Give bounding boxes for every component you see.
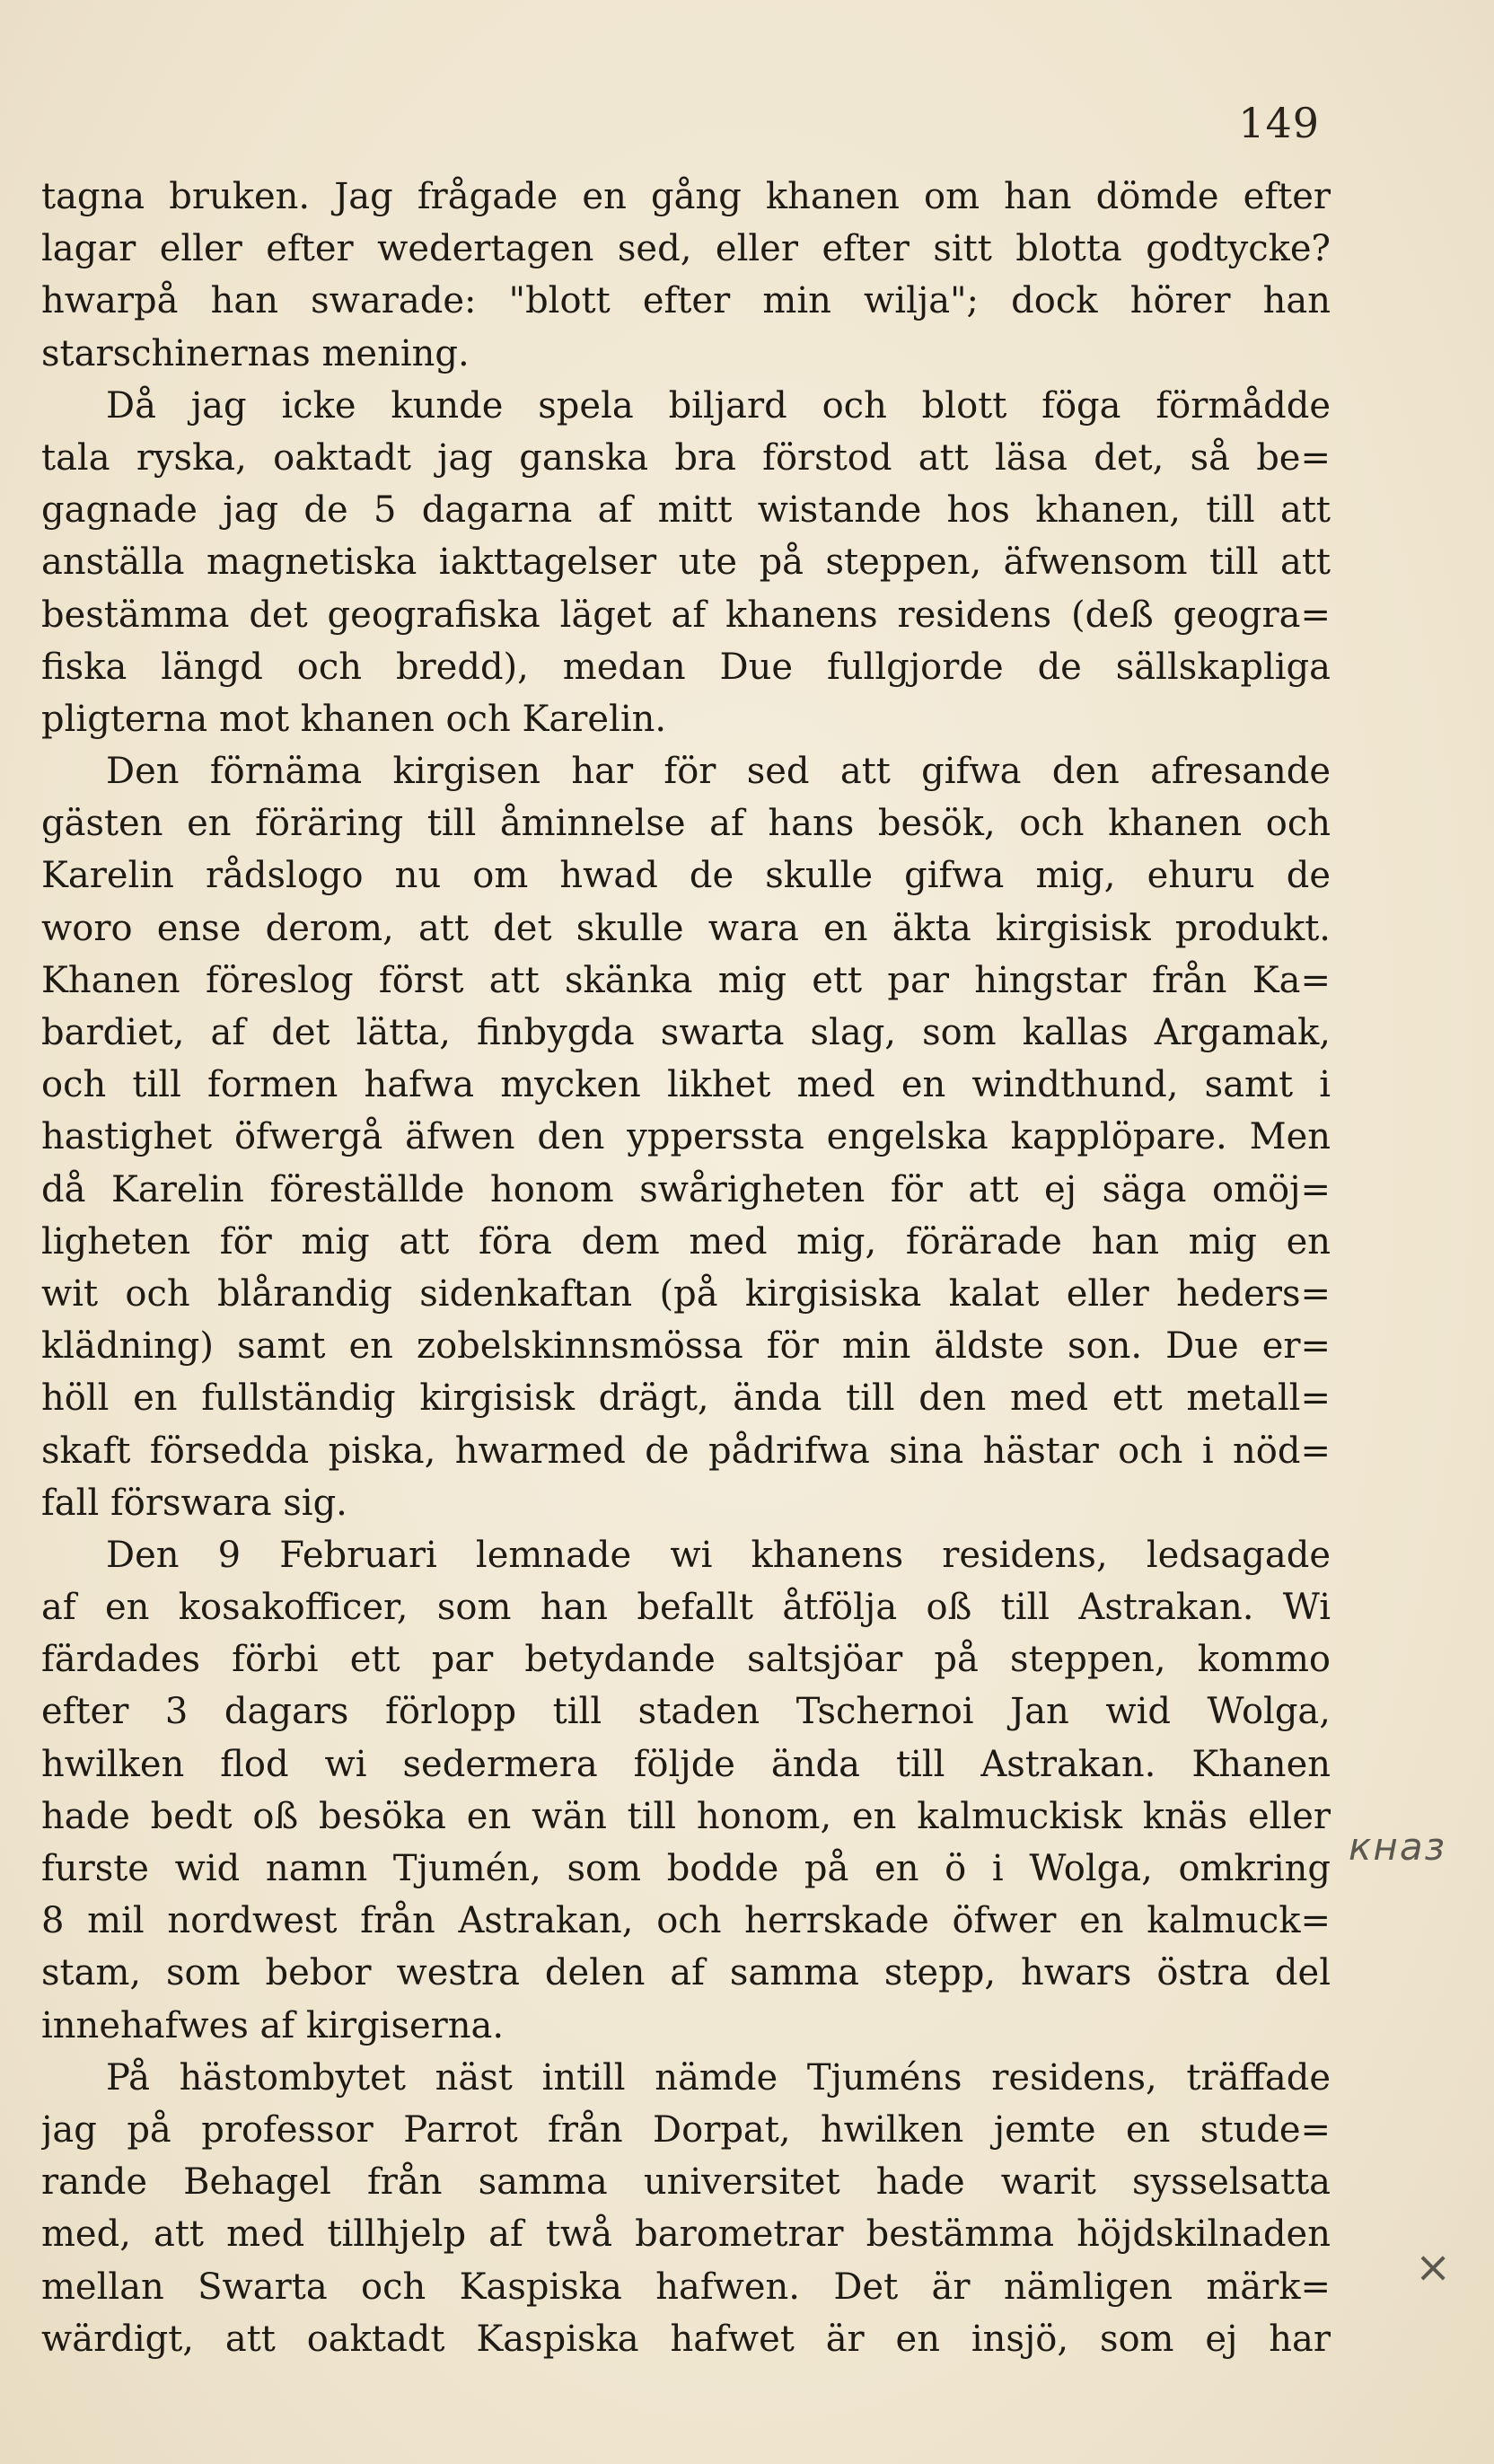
handwritten-margin-note: кназ [1349,1825,1446,1869]
text-line: pligterna mot khanen och Karelin. [41,698,667,740]
text-line: bestämma det geografiska läget af khanens residens (deß geogra= [41,594,1331,636]
text-line: hwilken flod wi sedermera följde ända till Astrakan. Khanen [41,1743,1331,1785]
text-line: stam, som bebor westra delen af samma stepp, hwars östra del [41,1952,1331,1994]
text-line: På hästombytet näst intill nämde Tjuméns residens, träffade [106,2056,1331,2099]
text-line: Den förnäma kirgisen har för sed att gifwa den afresande [106,751,1331,793]
text-line: Då jag icke kunde spela biljard och blott föga förmådde [106,384,1331,427]
text-line: efter 3 dagars förlopp till staden Tschernoi Jan wid Wolga, [41,1691,1331,1733]
text-line: gästen en föräring till åminnelse af hans besök, och khanen och [41,803,1331,845]
page-number: 149 [1238,99,1320,147]
text-line: anställa magnetiska iakttagelser ute på steppen, äfwensom till att [41,541,1331,584]
text-line: Den 9 Februari lemnade wi khanens residens, ledsagade [106,1534,1331,1576]
text-line: mellan Swarta och Kaspiska hafwen. Det är nämligen märk= [41,2266,1331,2308]
body-text [41,171,1331,2365]
text-line: wit och blårandig sidenkaftan (på kirgisiska kalat eller heders= [41,1272,1331,1315]
text-line: tala ryska, oaktadt jag ganska bra förstod att läsa det, så be= [41,436,1331,479]
text-line: woro ense derom, att det skulle wara en äkta kirgisisk produkt. [41,907,1331,949]
text-line: rande Behagel från samma universitet hade warit sysselsatta [41,2161,1331,2204]
text-line: wärdigt, att oaktadt Kaspiska hafwet är en insjö, som ej har [41,2318,1331,2360]
text-line: färdades förbi ett par betydande saltsjöar på steppen, kommo [41,1639,1331,1681]
text-line: furste wid namn Tjumén, som bodde på en ö i Wolga, omkring [41,1848,1331,1889]
text-line: tagna bruken. Jag frågade en gång khanen om han dömde efter [41,176,1331,217]
text-line: då Karelin föreställde honom swårigheten för att ej säga omöj= [41,1168,1331,1210]
text-line: hwarpå han swarade: "blott efter min wilja"; dock hörer han [41,280,1331,322]
text-line: innehafwes af kirgiserna. [41,2004,505,2046]
text-line: fall förswara sig. [41,1482,347,1524]
text-line: med, att med tillhjelp af twå barometrar bestämma höjdskilnaden [41,2213,1331,2256]
text-line: och till formen hafwa mycken likhet med en windthund, samt i [41,1064,1331,1106]
text-line: skaft försedda piska, hwarmed de pådrifwa sina hästar och i nöd= [41,1430,1331,1472]
text-line: höll en fullständig kirgisisk drägt, ända till den med ett metall= [41,1377,1331,1420]
text-line: bardiet, af det lätta, finbygda swarta slag, som kallas Argamak, [41,1012,1331,1053]
text-line: starschinernas mening. [41,332,470,374]
text-line: ligheten för mig att föra dem med mig, förärade han mig en [41,1220,1331,1263]
text-line: af en kosakofficer, som han befallt åtfölja oß till Astrakan. Wi [41,1587,1331,1629]
handwritten-cross-mark: × [1415,2242,1452,2292]
text-line: klädning) samt en zobelskinnsmössa för min äldste son. Due er= [41,1325,1331,1368]
text-line: 8 mil nordwest från Astrakan, och herrskade öfwer en kalmuck= [41,1900,1331,1942]
text-line: fiska längd och bredd), medan Due fullgjorde de sällskapliga [41,646,1331,688]
text-line: hastighet öfwergå äfwen den ypperssta engelska kapplöpare. Men [41,1116,1331,1158]
text-line: Khanen föreslog först att skänka mig ett par hingstar från Ka= [41,959,1331,1001]
text-line: hade bedt oß besöka en wän till honom, en kalmuckisk knäs eller [41,1795,1331,1837]
text-line: gagnade jag de 5 dagarna af mitt wistande hos khanen, till att [41,489,1331,532]
text-line: lagar eller efter wedertagen sed, eller efter sitt blotta godtycke? [41,228,1331,270]
text-line: jag på professor Parrot från Dorpat, hwilken jemte en stude= [41,2108,1331,2151]
text-line: Karelin rådslogo nu om hwad de skulle gifwa mig, ehuru de [41,855,1331,897]
